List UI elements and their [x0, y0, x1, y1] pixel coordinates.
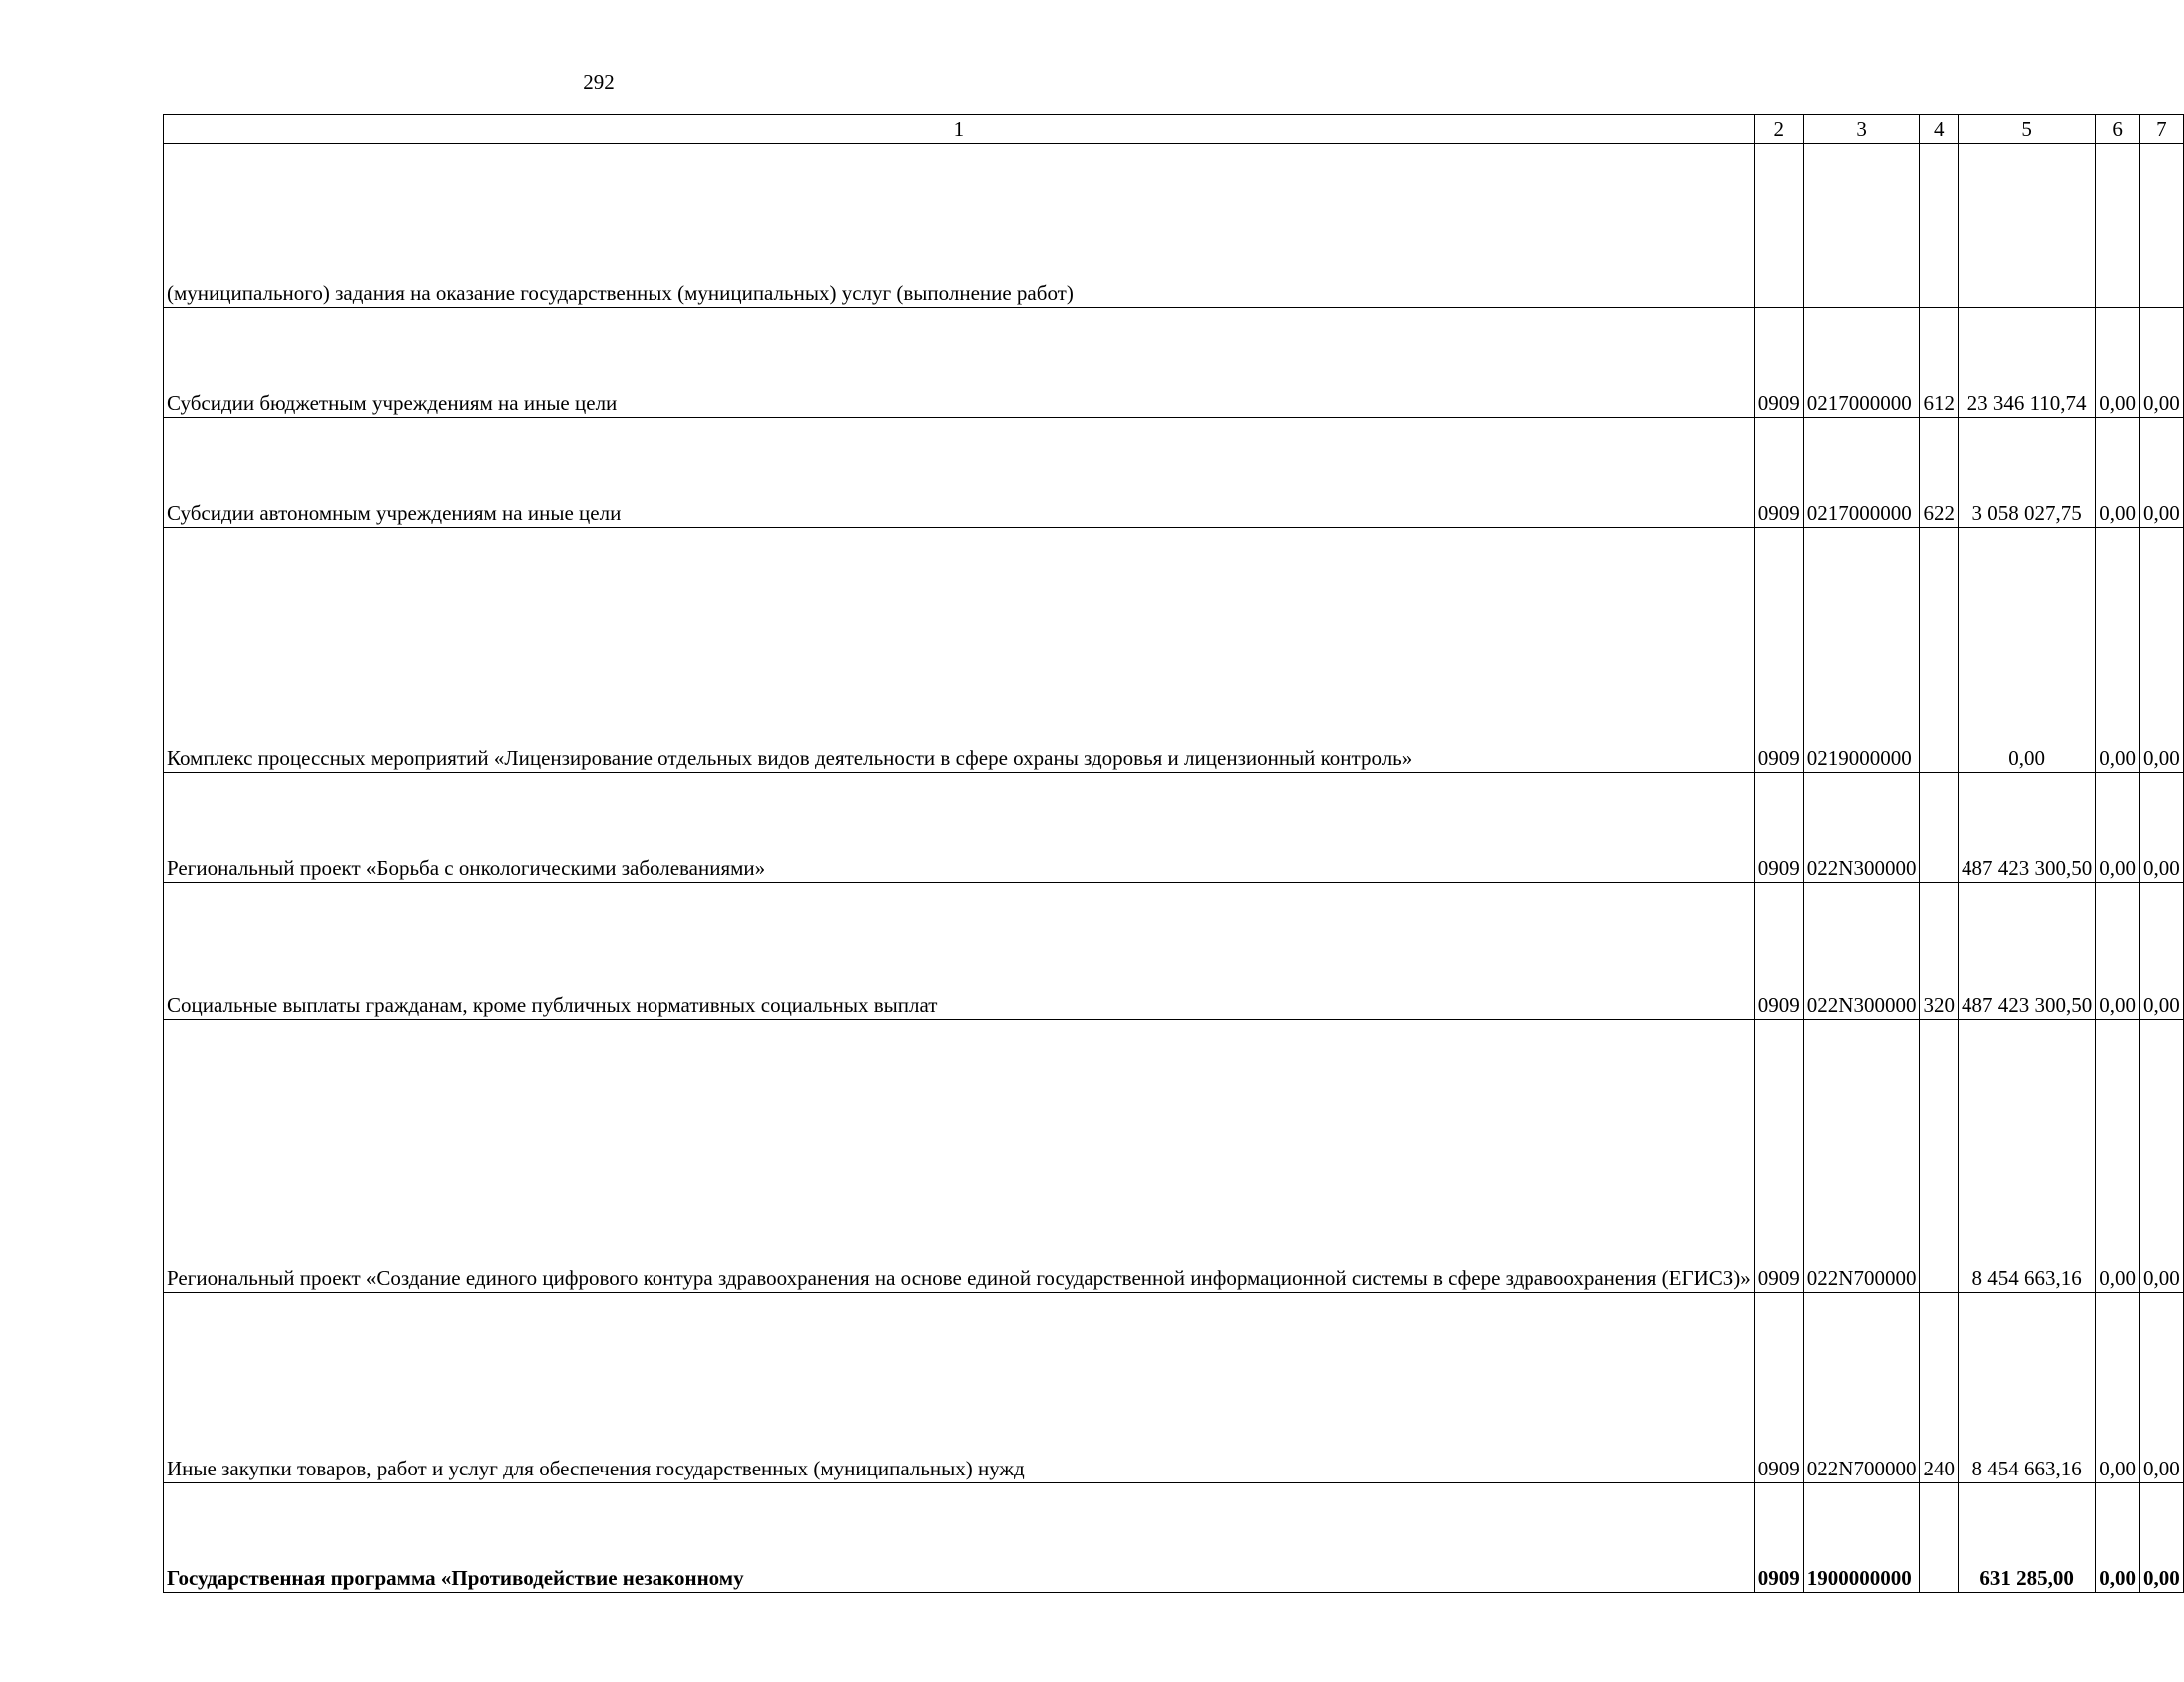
- table-row: [164, 528, 2184, 773]
- col-header-3: 3: [1803, 115, 1920, 144]
- expense-type-code: 612: [1920, 308, 1959, 418]
- target-article-code: 022N700000: [1803, 1293, 1920, 1483]
- section-code: 0909: [1754, 1483, 1803, 1593]
- amount-col6: 0,00: [2096, 1020, 2140, 1293]
- budget-table: [163, 114, 2184, 1593]
- table-row: [164, 308, 2184, 418]
- table-row: [164, 1293, 2184, 1483]
- col-header-4: 4: [1920, 115, 1959, 144]
- section-code: 0909: [1754, 528, 1803, 773]
- amount-col5: 3 058 027,75: [1958, 418, 2095, 528]
- col-header-2: 2: [1754, 115, 1803, 144]
- section-code: [1754, 144, 1803, 308]
- target-article-code: 0219000000: [1803, 528, 1920, 773]
- section-code: 0909: [1754, 773, 1803, 883]
- expense-type-code: 240: [1920, 1293, 1959, 1483]
- amount-col5: 487 423 300,50: [1958, 773, 2095, 883]
- amount-col7: 0,00: [2139, 1020, 2183, 1293]
- target-article-code: 0217000000: [1803, 418, 1920, 528]
- amount-col7: 0,00: [2139, 528, 2183, 773]
- amount-col6: 0,00: [2096, 418, 2140, 528]
- row-name: Субсидии автономным учреждениям на иные цели: [164, 418, 1755, 528]
- amount-col7: [2139, 144, 2183, 308]
- col-header-6: 6: [2096, 115, 2140, 144]
- target-article-code: 022N700000: [1803, 1020, 1920, 1293]
- amount-col5: 487 423 300,50: [1958, 883, 2095, 1020]
- expense-type-code: 320: [1920, 883, 1959, 1020]
- amount-col6: 0,00: [2096, 883, 2140, 1020]
- amount-col5: 8 454 663,16: [1958, 1293, 2095, 1483]
- amount-col7: 0,00: [2139, 308, 2183, 418]
- expense-type-code: 622: [1920, 418, 1959, 528]
- section-code: 0909: [1754, 418, 1803, 528]
- amount-col6: [2096, 144, 2140, 308]
- row-name: Региональный проект «Создание единого цифрового контура здравоохранения на основе единой государственной информационной системы в сфере здравоохранения (ЕГИСЗ)»: [164, 1020, 1755, 1293]
- expense-type-code: [1920, 1483, 1959, 1593]
- amount-col5: 8 454 663,16: [1958, 1020, 2095, 1293]
- section-code: 0909: [1754, 308, 1803, 418]
- col-header-1: 1: [164, 115, 1755, 144]
- amount-col5: [1958, 144, 2095, 308]
- expense-type-code: [1920, 1020, 1959, 1293]
- amount-col5: 631 285,00: [1958, 1483, 2095, 1593]
- amount-col7: 0,00: [2139, 1293, 2183, 1483]
- table-row: [164, 1483, 2184, 1593]
- target-article-code: [1803, 144, 1920, 308]
- col-header-5: 5: [1958, 115, 2095, 144]
- amount-col6: 0,00: [2096, 773, 2140, 883]
- target-article-code: 022N300000: [1803, 773, 1920, 883]
- amount-col7: 0,00: [2139, 1483, 2183, 1593]
- target-article-code: 1900000000: [1803, 1483, 1920, 1593]
- row-name: Иные закупки товаров, работ и услуг для обеспечения государственных (муниципальных) нужд: [164, 1293, 1755, 1483]
- row-name: (муниципального) задания на оказание государственных (муниципальных) услуг (выполнение работ): [164, 144, 1755, 308]
- table-row: [164, 418, 2184, 528]
- amount-col7: 0,00: [2139, 883, 2183, 1020]
- col-header-7: 7: [2139, 115, 2183, 144]
- header-row: [164, 115, 2184, 144]
- amount-col6: 0,00: [2096, 1293, 2140, 1483]
- amount-col6: 0,00: [2096, 1483, 2140, 1593]
- section-code: 0909: [1754, 1293, 1803, 1483]
- row-name: Субсидии бюджетным учреждениям на иные цели: [164, 308, 1755, 418]
- row-name: Государственная программа «Противодействие незаконному: [164, 1483, 1755, 1593]
- target-article-code: 022N300000: [1803, 883, 1920, 1020]
- row-name: Социальные выплаты гражданам, кроме публичных нормативных социальных выплат: [164, 883, 1755, 1020]
- table-row: [164, 144, 2184, 308]
- expense-type-code: [1920, 144, 1959, 308]
- amount-col6: 0,00: [2096, 528, 2140, 773]
- section-code: 0909: [1754, 883, 1803, 1020]
- row-name: Региональный проект «Борьба с онкологическими заболеваниями»: [164, 773, 1755, 883]
- amount-col7: 0,00: [2139, 773, 2183, 883]
- target-article-code: 0217000000: [1803, 308, 1920, 418]
- table-row: [164, 1020, 2184, 1293]
- expense-type-code: [1920, 528, 1959, 773]
- page-number: 292: [583, 70, 615, 94]
- amount-col6: 0,00: [2096, 308, 2140, 418]
- amount-col7: 0,00: [2139, 418, 2183, 528]
- amount-col5: 23 346 110,74: [1958, 308, 2095, 418]
- row-name: Комплекс процессных мероприятий «Лицензирование отдельных видов деятельности в сфере охраны здоровья и лицензионный контроль»: [164, 528, 1755, 773]
- section-code: 0909: [1754, 1020, 1803, 1293]
- amount-col5: 0,00: [1958, 528, 2095, 773]
- table-row: [164, 883, 2184, 1020]
- table-row: [164, 773, 2184, 883]
- expense-type-code: [1920, 773, 1959, 883]
